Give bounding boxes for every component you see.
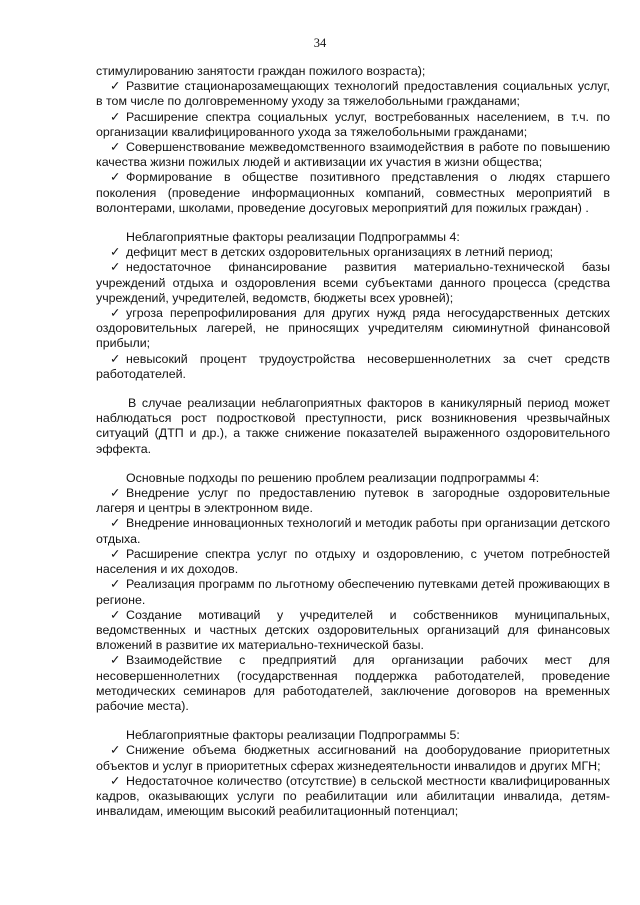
bullet-text: дефицит мест в детских оздоровительных организациях в летний период; <box>126 245 554 260</box>
bullet-text: Недостаточное количество (отсутствие) в сельской местности квалифицированных кадров, оказывающих услуги по реабилитации или абилитации инвалида, детям-инвалидам, имеющим высокий реабилитационный потенциал; <box>96 773 610 819</box>
bullet-text: угроза перепрофилирования для других нужд ряда негосударственных детских оздоровительных лагерей, не приносящих учредителям сиюминутной финансовой прибыли; <box>96 306 610 351</box>
bullet-item <box>96 653 610 714</box>
bullet-item <box>96 306 610 352</box>
bullet-item <box>96 577 610 607</box>
checkmark-icon: ✓ <box>110 607 121 622</box>
section-heading: Основные подходы по решению проблем реализации подпрограммы 4: <box>126 470 540 485</box>
paragraph: В случае реализации неблагоприятных факторов в каникулярный период может наблюдаться рост подростковой преступности, риск возникновения чрезвычайных ситуаций (ДТП и др.), а также снижение показателей выраженного оздоровительного эффекта. <box>96 396 610 456</box>
checkmark-icon: ✓ <box>110 653 121 668</box>
bullet-text: Взаимодействие с предприятий для организации рабочих мест для несовершеннолетних (государственная поддержка работодателей, проведение методических семинаров для работодателей, заключение договоров на временных рабочие места). <box>96 653 610 713</box>
bullet-text: Внедрение инновационных технологий и методик работы при организации детского отдыха. <box>96 516 610 546</box>
checkmark-icon: ✓ <box>110 743 121 758</box>
section-heading: Неблагоприятные факторы реализации Подпрограммы 5: <box>126 728 460 743</box>
bullet-text: Снижение объема бюджетных ассигнований на дооборудование приоритетных объектов и услуг в приоритетных сферах жизнедеятельности инвалидов и других МГН; <box>96 743 610 773</box>
bullet-item <box>96 774 610 820</box>
bullet-item <box>96 170 610 216</box>
bullet-text: Совершенствование межведомственного взаимодействия в работе по повышению качества жизни пожилых людей и активизации их участия в жизни общества; <box>96 140 610 170</box>
checkmark-icon: ✓ <box>110 245 121 260</box>
spacer <box>96 382 610 396</box>
paragraph: стимулированию занятости граждан пожилого возраста); <box>96 64 426 78</box>
bullet-item <box>96 516 610 546</box>
bullet-item <box>96 352 610 382</box>
checkmark-icon: ✓ <box>110 486 121 501</box>
bullet-item <box>96 140 610 170</box>
checkmark-icon: ✓ <box>110 140 121 155</box>
checkmark-icon: ✓ <box>110 773 121 788</box>
bullet-item <box>96 547 610 577</box>
checkmark-icon: ✓ <box>110 306 121 321</box>
checkmark-icon: ✓ <box>110 516 121 531</box>
spacer <box>96 714 610 728</box>
bullet-text: Развитие стационарозамещающих технологий предоставления социальных услуг, в том числе по долговременному уходу за тяжелобольными гражданами; <box>96 79 610 109</box>
checkmark-icon: ✓ <box>110 260 121 275</box>
bullet-item <box>96 608 610 654</box>
checkmark-icon: ✓ <box>110 577 121 592</box>
bullet-item <box>96 110 610 140</box>
bullet-text: недостаточное финансирование развития материально-технической базы учреждений отдыха и оздоровления всеми субъектами данного процесса (средства учреждений, учредителей, ведомств, бюджеты всех уровней); <box>96 260 610 305</box>
spacer <box>96 457 610 471</box>
bullet-text: Расширение спектра социальных услуг, востребованных населением, в т.ч. по организации квалифицированного ухода за тяжелобольными гражданами; <box>96 109 610 139</box>
page-content <box>96 64 610 819</box>
bullet-text: невысокий процент трудоустройства несовершеннолетних за счет средств работодателей. <box>96 351 610 381</box>
section-heading: Неблагоприятные факторы реализации Подпрограммы 4: <box>126 230 460 245</box>
bullet-item <box>96 245 610 260</box>
bullet-item <box>96 486 610 516</box>
bullet-text: Формирование в обществе позитивного представления о людях старшего поколения (проведение информационных компаний, совместных мероприятий в волонтерами, школами, проведение досуговых мероприятий для пожилых граждан) . <box>96 170 610 215</box>
checkmark-icon: ✓ <box>110 351 121 366</box>
page-number: 34 <box>313 36 327 50</box>
bullet-item <box>96 743 610 773</box>
bullet-text: Расширение спектра услуг по отдыху и оздоровлению, с учетом потребностей населения и их доходов. <box>96 546 610 577</box>
bullet-text: Внедрение услуг по предоставлению путевок в загородные оздоровительные лагеря и центры в электронном виде. <box>96 486 610 516</box>
checkmark-icon: ✓ <box>110 170 121 185</box>
spacer <box>96 216 610 230</box>
bullet-item <box>96 79 610 109</box>
checkmark-icon: ✓ <box>110 79 121 94</box>
checkmark-icon: ✓ <box>110 109 121 124</box>
bullet-text: Создание мотиваций у учредителей и собственников муниципальных, ведомственных и частных детских оздоровительных организаций для финансовых вложений в развитие их материально-технической базы. <box>96 607 610 653</box>
bullet-item <box>96 260 610 306</box>
checkmark-icon: ✓ <box>110 546 121 561</box>
bullet-text: Реализация программ по льготному обеспечению путевками детей проживающих в регионе. <box>96 577 610 607</box>
